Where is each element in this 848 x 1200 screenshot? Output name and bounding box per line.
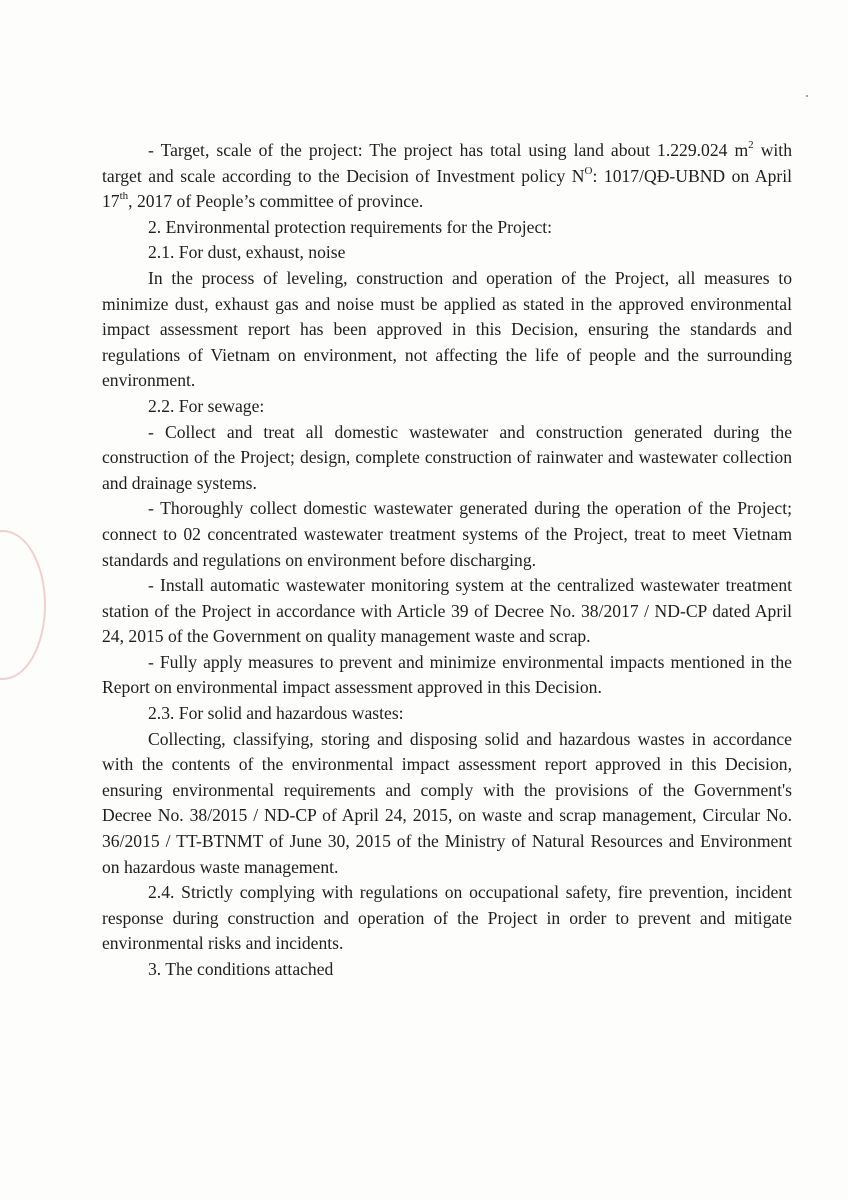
text-segment: : 1017/QĐ-UBND on April 17 bbox=[102, 165, 793, 212]
text-segment: - Target, scale of the project: The project has total using land about 1.229.024 m bbox=[148, 140, 749, 160]
heading-dust-exhaust-noise: 2.1. For dust, exhaust, noise bbox=[148, 242, 346, 263]
paragraph-sewage-monitoring: - Install automatic wastewater monitoring system at the centralized wastewater treatment station of the Project in accordance with Article 39 of Decree No. 38/2017 / ND-CP dated April 24, 2015 of the Government on quality management waste and scrap. bbox=[102, 575, 792, 647]
paragraph-safety: 2.4. Strictly complying with regulations on occupational safety, fire prevention, incident response during construction and operation of the Project in order to prevent and mitigate environmental risks and incidents. bbox=[102, 882, 792, 954]
superscript: O bbox=[584, 164, 593, 177]
heading-conditions: 3. The conditions attached bbox=[148, 959, 334, 979]
superscript: th bbox=[119, 190, 129, 203]
superscript: 2 bbox=[748, 139, 754, 152]
paragraph-target-scale bbox=[102, 138, 792, 215]
heading-env-protection: 2. Environmental protection requirements for the Project: bbox=[148, 216, 553, 237]
document-body bbox=[102, 138, 792, 983]
heading-sewage: 2.2. For sewage: bbox=[148, 395, 265, 416]
paragraph-solid-hazardous: Collecting, classifying, storing and disposing solid and hazardous wastes in accordance with the contents of the environmental impact assessment report approved in this Decision, ensuring environmental requirements and comply with the provisions of the Government's Decree No. 38/2015 / ND-CP of April 24, 2015, on waste and scrap management, Circular No. 36/2015 / TT-BTNMT of June 30, 2015 of the Ministry of Natural Resources and Environment on hazardous waste management. bbox=[102, 728, 792, 877]
scan-speck bbox=[806, 95, 808, 97]
paragraph-dust-measures: In the process of leveling, construction and operation of the Project, all measures to minimize dust, exhaust gas and noise must be applied as stated in the approved environmental impact assessment report has been approved in this Decision, ensuring the standards and regulations of Vietnam on environment, not affecting the life of people and the surrounding environment. bbox=[102, 267, 792, 391]
paragraph-sewage-measures: - Fully apply measures to prevent and minimize environmental impacts mentioned in the Report on environmental impact assessment approved in this Decision. bbox=[102, 651, 792, 698]
red-seal-stamp bbox=[0, 530, 46, 680]
paragraph-sewage-collect: - Collect and treat all domestic wastewater and construction generated during the construction of the Project; design, complete construction of rainwater and wastewater collection and drainage systems. bbox=[102, 421, 792, 493]
text-segment: , 2017 of People’s committee of province. bbox=[128, 191, 424, 212]
paragraph-sewage-operation: - Thoroughly collect domestic wastewater generated during the operation of the Project; connect to 02 concentrated wastewater treatment systems of the Project, treat to meet Vietnam standards and regulations on environment before discharging. bbox=[102, 498, 792, 570]
text-segment: with target and scale according to the Decision of Investment policy N bbox=[102, 140, 792, 186]
heading-solid-hazardous: 2.3. For solid and hazardous wastes: bbox=[148, 703, 404, 724]
